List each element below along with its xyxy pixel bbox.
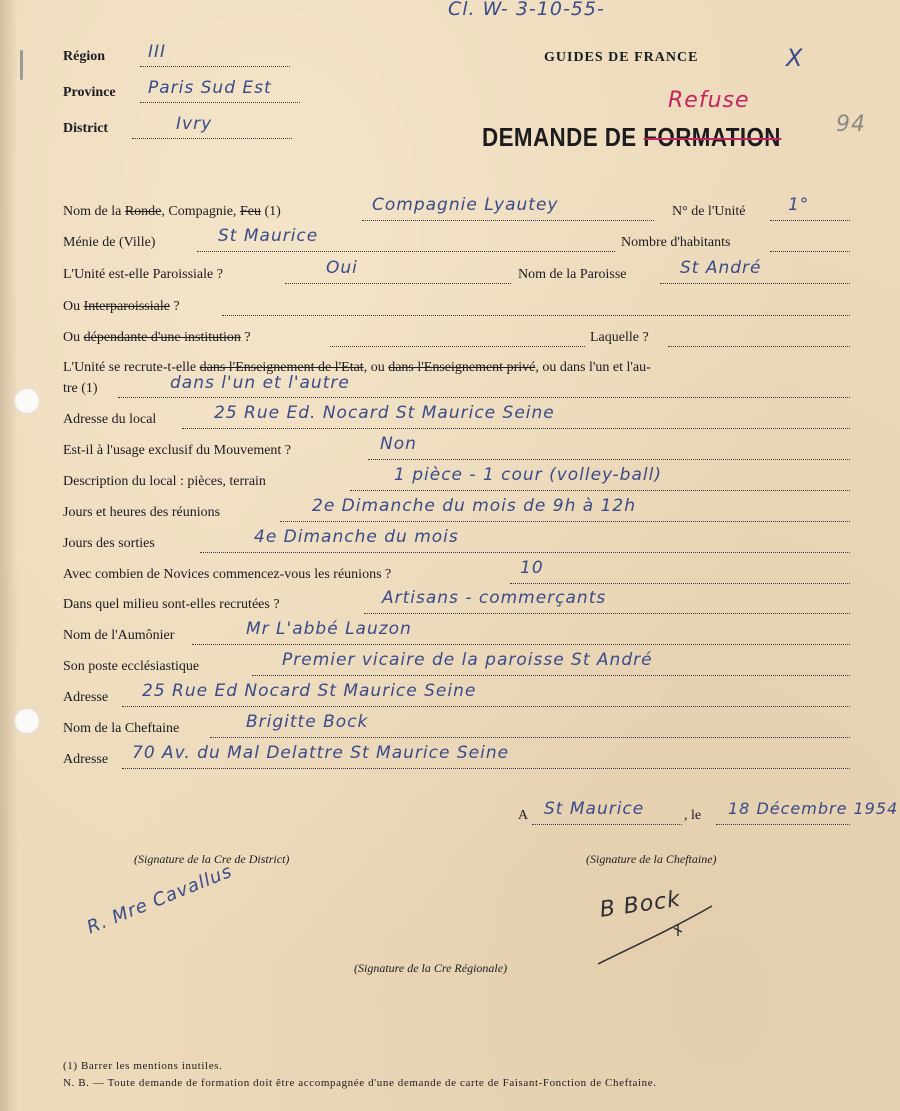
footnote-nb: N. B. — Toute demande de formation doit être accompagnée d'une demande de carte de Faisant-Fonction de Cheftaine. [63,1077,657,1089]
recrute-label-2: , ou [363,360,385,375]
adresse-cheftaine-value: 70 Av. du Mal Delattre St Maurice Seine [132,743,510,763]
adresse-aumonier-line [122,706,850,707]
district-signature: R. Mre Cavallus [84,860,236,939]
punch-hole-bottom [14,708,40,734]
nom-unite-label-2: , Compagnie, [161,204,237,219]
province-line [140,102,300,103]
refuse-correction: Refuse [668,88,750,113]
reunions-label: Jours et heures des réunions [63,505,221,520]
dependante-line [330,346,585,347]
form-title [482,122,781,153]
menie-label: Ménie de (Ville) [63,235,156,250]
recrute-struck-1: dans l'Enseignement de l'Etat [199,360,364,375]
place-value: St Maurice [544,799,645,819]
adresse-aumonier-value: 25 Rue Ed Nocard St Maurice Seine [142,681,477,701]
exclusif-label: Est-il à l'usage exclusif du Mouvement ? [63,443,292,458]
district-value: Ivry [176,114,213,134]
dependante-label-2: ? [244,330,251,345]
region-value: III [148,42,167,62]
nom-unite-struck-2: Feu [239,204,261,219]
menie-line [197,251,615,252]
province-label: Province [63,85,116,100]
recrute-label-4: tre (1) [63,381,98,396]
dependante-label [63,330,251,346]
nom-unite-struck-1: Ronde [124,204,162,219]
description-value: 1 pièce - 1 cour (volley-ball) [394,465,662,485]
paroissiale-label: L'Unité est-elle Paroissiale ? [63,267,223,282]
no-unite-line [770,220,850,221]
organization-name: GUIDES DE FRANCE [544,50,699,65]
habitants-label: Nombre d'habitants [621,235,731,250]
recrute-label-3: , ou dans l'un et l'au- [535,360,651,375]
punch-hole-top [14,388,40,414]
no-unite-label: N° de l'Unité [672,204,746,219]
district-label: District [63,121,109,136]
footnote-1: (1) Barrer les mentions inutiles. [63,1060,223,1072]
interparoissiale-line [222,315,850,316]
adresse-local-label: Adresse du local [63,412,157,427]
paroisse-value: St André [680,258,762,278]
region-line [140,66,290,67]
laquelle-label: Laquelle ? [590,330,649,345]
nom-unite-label-3: (1) [264,204,281,219]
adresse-local-line [182,428,850,429]
recrute-struck-2: dans l'Enseignement privé [388,360,536,375]
poste-label: Son poste ecclésiastique [63,659,200,674]
province-value: Paris Sud Est [148,78,272,98]
staple-mark [20,50,23,80]
cheftaine-line [210,737,850,738]
exclusif-value: Non [380,434,417,454]
nom-unite-line [362,220,654,221]
interparoissiale-label-2: ? [173,299,180,314]
dependante-label-1: Ou [63,330,81,345]
date-line [716,824,850,825]
interparoissiale-label-1: Ou [63,299,81,314]
reunions-value: 2e Dimanche du mois de 9h à 12h [312,496,637,516]
adresse-cheftaine-label: Adresse [63,752,109,767]
novices-value: 10 [520,558,544,578]
paroisse-label: Nom de la Paroisse [518,267,627,282]
date-value: 18 Décembre 1954 [728,799,899,818]
no-unite-value: 1° [788,195,810,215]
district-signature-caption: (Signature de la Cre de District) [134,852,290,866]
place-line [532,824,682,825]
date-label: , le [684,808,702,823]
regionale-signature-caption: (Signature de la Cre Régionale) [354,961,508,975]
milieu-label: Dans quel milieu sont-elles recrutées ? [63,597,280,612]
adresse-cheftaine-line [122,768,850,769]
laquelle-line [668,346,850,347]
sorties-value: 4e Dimanche du mois [254,527,459,547]
cheftaine-value: Brigitte Bock [246,712,369,732]
corner-mark: X [786,44,804,72]
cheftaine-signature-flourish [590,900,720,970]
recrute-label [63,360,651,376]
aumonier-line [192,644,850,645]
description-line [350,490,850,491]
district-line [132,138,292,139]
exclusif-line [368,459,850,460]
cheftaine-signature-caption: (Signature de la Cheftaine) [586,852,717,866]
novices-line [510,583,850,584]
interparoissiale-label [63,299,180,315]
aumonier-value: Mr L'abbé Lauzon [246,619,412,639]
habitants-line [770,251,850,252]
aumonier-label: Nom de l'Aumônier [63,628,175,643]
novices-label: Avec combien de Novices commencez-vous les réunions ? [63,567,392,582]
reunions-line [280,521,850,522]
paroissiale-line [285,283,511,284]
nom-unite-label [63,204,281,220]
paroisse-line [660,283,850,284]
milieu-line [364,613,850,614]
milieu-value: Artisans - commerçants [382,588,607,608]
nom-unite-value: Compagnie Lyautey [372,195,559,215]
nom-unite-label-1: Nom de la [63,204,122,219]
place-label: A [518,808,529,823]
side-number: 94 [836,112,866,137]
paroissiale-value: Oui [326,258,358,278]
form-title-struck: FORMATION [643,122,781,152]
menie-value: St Maurice [218,226,319,246]
adresse-local-value: 25 Rue Ed. Nocard St Maurice Seine [214,403,555,423]
cheftaine-signature: B Bock [598,886,683,923]
paper-edge-shadow [0,0,18,1111]
poste-value: Premier vicaire de la paroisse St André [282,650,653,670]
form-title-prefix: DEMANDE DE [482,122,637,152]
poste-line [252,675,850,676]
adresse-aumonier-label: Adresse [63,690,109,705]
recrute-line [118,397,850,398]
top-code-annotation: Cl. W- 3-10-55- [448,0,605,20]
recrute-value: dans l'un et l'autre [170,373,350,393]
region-label: Région [63,49,105,64]
description-label: Description du local : pièces, terrain [63,474,266,489]
recrute-label-1: L'Unité se recrute-t-elle [63,360,197,375]
dependante-struck: dépendante d'une institution [83,330,241,345]
sorties-line [200,552,850,553]
cheftaine-label: Nom de la Cheftaine [63,721,180,736]
sorties-label: Jours des sorties [63,536,155,551]
interparoissiale-struck: Interparoissiale [83,299,170,314]
